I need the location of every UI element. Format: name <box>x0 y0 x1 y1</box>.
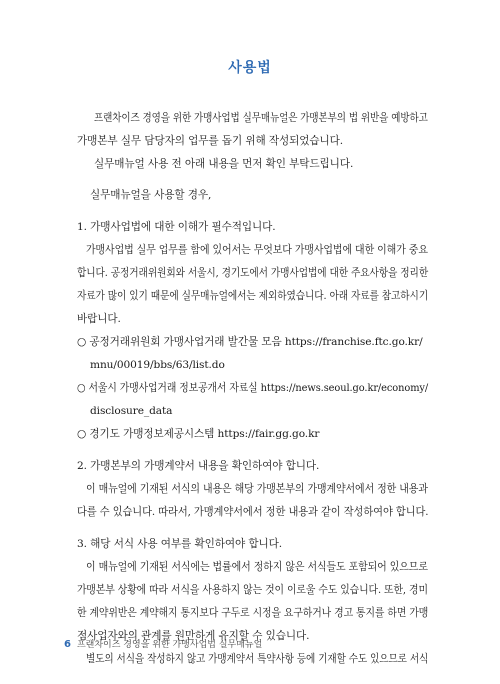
section-3-line-3: 한 계약위반은 계약해지 통지보다 구두로 시정을 요구하거나 경고 통지를 하면 가맹 <box>77 607 429 619</box>
section-2-line-1: 이 매뉴얼에 기재된 서식의 내용은 해당 가맹본부의 가맹계약서에서 정한 내용과 <box>86 483 428 495</box>
usage-heading: 실무매뉴얼을 사용할 경우, <box>90 189 212 201</box>
section-1-line-2: 합니다. 공정거래위원회와 서울시, 경기도에서 가맹사업법에 대한 주요사항을 정리한 <box>77 267 429 279</box>
intro-line-2: 가맹본부 실무 담당자의 업무를 돕기 위해 작성되었습니다. <box>77 135 344 147</box>
resource-item-ftc: ○ 공정거래위원회 가맹사업거래 발간물 모음 https://franchise.ftc.go.kr/ <box>77 336 423 348</box>
resource-item-seoul-cont: disclosure_data <box>90 405 173 417</box>
intro-line-3: 실무매뉴얼 사용 전 아래 내용을 먼저 확인 부탁드립니다. <box>94 158 354 170</box>
resource-item-gyeonggi: ○ 경기도 가맹정보제공시스템 https://fair.gg.go.kr <box>77 428 320 440</box>
section-3-heading: 3. 해당 서식 사용 여부를 확인하여야 합니다. <box>77 538 283 550</box>
resource-item-ftc-cont: mnu/00019/bbs/63/list.do <box>90 359 225 371</box>
page-footer <box>64 637 262 650</box>
section-1-heading: 1. 가맹사업법에 대한 이해가 필수적입니다. <box>77 221 276 233</box>
section-3-line-5: 별도의 서식을 작성하지 않고 가맹계약서 특약사항 등에 기재할 수도 있으므로 서식 <box>86 653 429 665</box>
intro-line-1: 프랜차이즈 경영을 위한 가맹사업법 실무매뉴얼은 가맹본부의 법 위반을 예방하고 <box>94 112 428 124</box>
footer-title: 프랜차이즈 경영을 위한 가맹사업법 실무매뉴얼 <box>76 640 263 650</box>
section-2-heading: 2. 가맹본부의 가맹계약서 내용을 확인하여야 합니다. <box>77 460 320 472</box>
page-title: 사용법 <box>228 60 272 76</box>
section-1-line-1: 가맹사업법 실무 업무를 함에 있어서는 무엇보다 가맹사업법에 대한 이해가 중요 <box>86 244 428 256</box>
section-3-line-4: 점사업자와의 관계를 원만하게 유지할 수 있습니다. <box>77 630 310 642</box>
section-3-line-2: 가맹본부 상황에 따라 서식을 사용하지 않는 것이 이로울 수도 있습니다. 또한, 경미 <box>77 584 428 596</box>
section-1-line-4: 바랍니다. <box>77 313 121 325</box>
section-2-line-2: 다를 수 있습니다. 따라서, 가맹계약서에서 정한 내용과 같이 작성하여야 합니다. <box>77 506 429 518</box>
resource-item-seoul: ○ 서울시 가맹사업거래 정보공개서 자료실 https://news.seoul.go.kr/economy/ <box>77 382 429 394</box>
section-1-line-3: 자료가 많이 있기 때문에 실무매뉴얼에서는 제외하였습니다. 아래 자료를 참고하시기 <box>77 290 429 302</box>
page-number: 6 <box>64 639 71 650</box>
section-3-line-1: 이 매뉴얼에 기재된 서식에는 법률에서 정하지 않은 서식들도 포함되어 있으므로 <box>86 561 428 573</box>
